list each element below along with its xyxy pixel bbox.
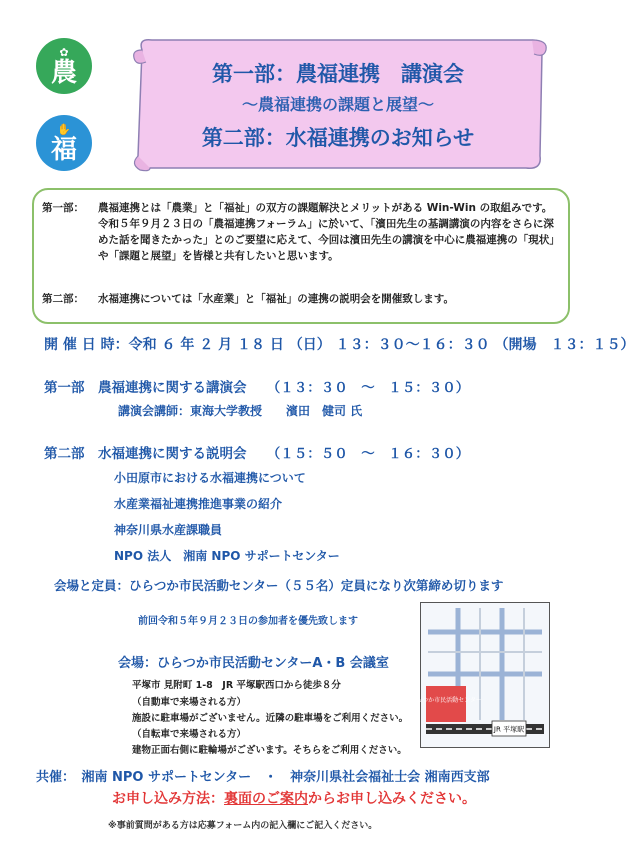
venue-name: 会場：ひらつか市民活動センターA・B 会議室 <box>118 656 389 671</box>
banner-title-part2: 第二部：水福連携のお知らせ <box>201 126 475 150</box>
apply-highlight[interactable]: 裏面のご案内 <box>224 791 308 807</box>
cosponsor: 共催： 湘南 NPO サポートセンター ・ 神奈川県社会福祉士会 湘南西支部 <box>36 770 490 785</box>
car-label: （自動車で来場される方） <box>132 697 247 708</box>
bike-label: （自転車で来場される方） <box>132 729 247 740</box>
map-station-label: JR 平塚駅 <box>493 725 525 734</box>
part2-heading: 第二部 水福連携に関する説明会 （１５：５０ ～ １６：３０） <box>44 446 470 462</box>
handshake-icon: ✋ <box>57 122 71 136</box>
nou-badge <box>36 38 92 94</box>
nou-badge-label: 農 <box>50 57 77 88</box>
footer-note: ※事前質問がある方は応募フォーム内の記入欄にご記入ください。 <box>108 821 378 831</box>
venue-map <box>410 602 550 748</box>
banner-title-part1: 第一部：農福連携 講演会 <box>212 62 464 86</box>
part1-speaker: 講演会講師：東海大学教授 濱田 健司 氏 <box>118 404 363 418</box>
banner-subtitle: ～農福連携の課題と展望～ <box>241 95 434 114</box>
fuku-badge <box>36 115 92 171</box>
info-part1-text: 農福連携とは「農業」と「福祉」の双方の課題解決とメリットがある Win-Win の取組みです。令和５年９月２３日の「農福連携フォーラム」に於いて、「濱田先生の基調講演の内容をさらに深めた話を聞きたかった」とのご要望に応えて、今回は濱田先生の講演を中心に農福連携の「現状」や「課題と展望」を皆様と共有したいと思います。 <box>98 202 560 262</box>
part2-item: NPO 法人 湘南 NPO サポートセンター <box>114 549 340 563</box>
priority-note: 前回令和５年９月２３日の参加者を優先致します <box>138 616 358 627</box>
event-date: 開 催 日 時：令和 ６ 年 ２ 月 １８ 日 （日） １３：３０～１６：３０ （開場 １３：１５） <box>44 337 635 353</box>
map-center-label: ひらつか市民活動センター <box>410 697 482 704</box>
part2-item: 神奈川県水産課職員 <box>114 523 223 537</box>
part1-heading: 第一部 農福連携に関する講演会 （１３：３０ ～ １５：３０） <box>44 380 470 396</box>
part2-item: 小田原市における水福連携について <box>114 471 306 485</box>
center-marker <box>426 686 466 722</box>
venue-capacity: 会場と定員：ひらつか市民活動センター（５５名）定員になり次第締め切ります <box>54 578 504 593</box>
sprout-icon: ✿ <box>59 45 69 59</box>
apply-method <box>112 788 476 808</box>
info-part2-text: 水福連携については「水産業」と「福祉」の連携の説明会を開催致します。 <box>98 293 454 305</box>
apply-prefix: お申し込み方法： <box>112 791 224 807</box>
info-part2 <box>42 291 562 309</box>
info-part2-label: 第二部： <box>42 293 84 305</box>
car-note: 施設に駐車場がございません。近隣の駐車場をご利用ください。 <box>132 713 409 724</box>
info-part1-label: 第一部： <box>42 202 84 214</box>
fuku-badge-label: 福 <box>50 134 77 165</box>
bike-note: 建物正面右側に駐輪場がございます。そちらをご利用ください。 <box>132 745 407 756</box>
part2-item: 水産業福祉連携推進事業の紹介 <box>114 497 283 511</box>
info-part1 <box>42 200 562 288</box>
venue-address: 平塚市 見附町 1-8 JR 平塚駅西口から徒歩８分 <box>132 680 341 691</box>
apply-suffix: からお申し込みください。 <box>308 791 476 807</box>
